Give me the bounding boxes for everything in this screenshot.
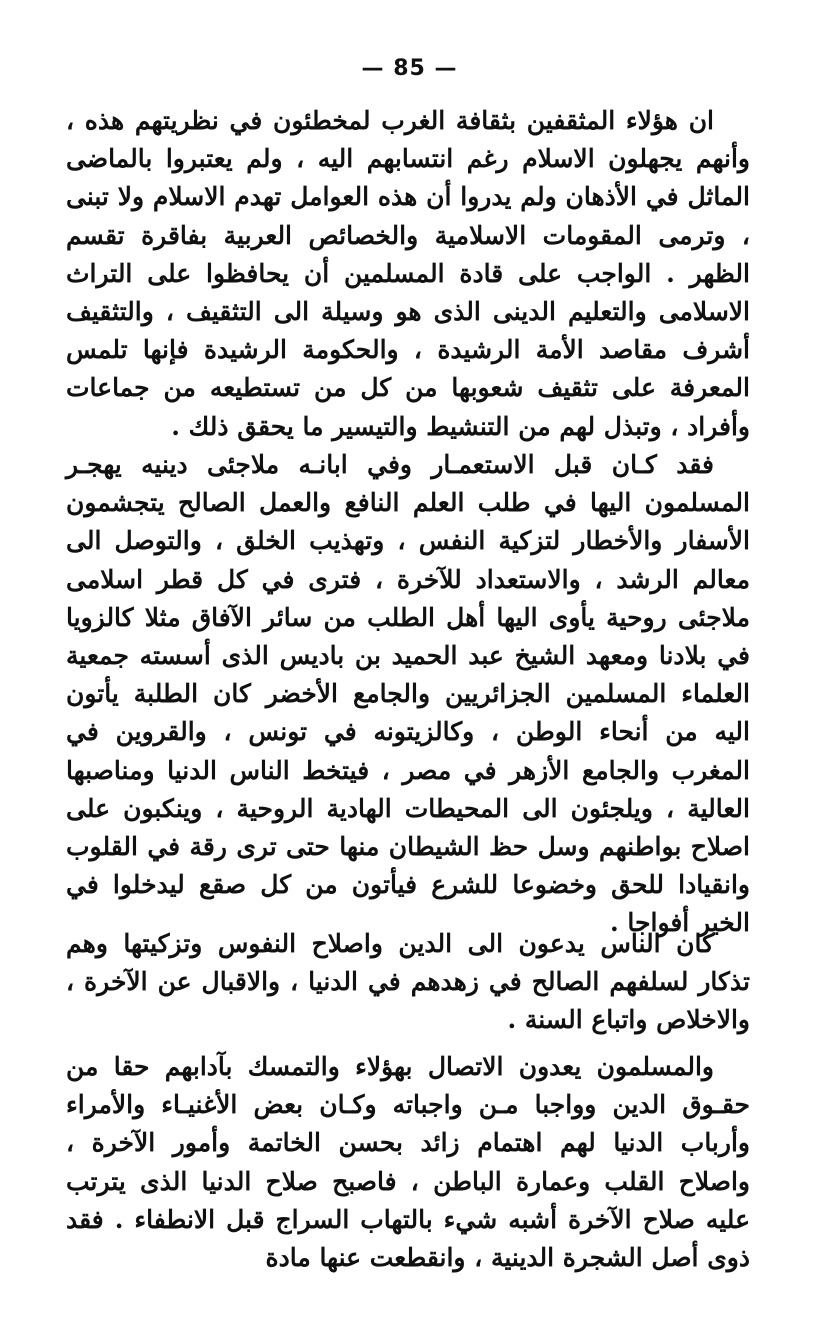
paragraph: والمسلمون يعدون الاتصال بهؤلاء والتمسك بآدابهم حقا من حقـوق الدين وواجبا مـن واجباته وكـان بعض الأغنيـاء والأمراء وأرباب الدنيا لهم اهتمام زائد بحسن الخاتمة وأمور الآخرة ، واصلاح القلب وعمارة الباطن ، فاصبح صلاح الدنيا الذى يترتب عليه صلاح الآخرة أشبه شيء بالتهاب السراج قبل الانطفاء . فقد ذوى أصل الشجرة الدينية ، وانقطعت عنها مادة (66, 1052, 750, 1273)
page-number: — 85 — (361, 56, 458, 81)
paragraph-block-2 (66, 446, 750, 943)
paragraph-block-4 (66, 1048, 750, 1277)
paragraph: ان هؤلاء المثقفين بثقافة الغرب لمخطئون في نظريتهم هذه ، وأنهم يجهلون الاسلام رغم انتسابهم اليه ، ولم يعتبروا بالماضى الماثل في الأذهان ولم يدروا أن هذه العوامل تهدم الاسلام ولا تبنى ، وترمى المقومات الاسلامية والخصائص العربية بفاقرة تقسم الظهر . الواجب على قادة المسلمين أن يحافظوا على التراث الاسلامى والتعليم الدينى الذى هو وسيلة الى التثقيف ، والتثقيف أشرف مقاصد الأمة الرشيدة ، والحكومة الرشيدة فإنها تلمس المعرفة على تثقيف شعوبها من كل من تستطيعه من جماعات وأفراد ، وتبذل لهم من التنشيط والتيسير ما يحقق ذلك . (66, 106, 750, 441)
paragraph: كان الناس يدعون الى الدين واصلاح النفوس وتزكيتها وهم تذكار لسلفهم الصالح في زهدهم في الدنيا ، والاقبال عن الآخرة ، والاخلاص واتباع السنة . (66, 929, 750, 1035)
paragraph: فقد كـان قبل الاستعمـار وفي ابانـه ملاجئى دينيه يهجـر المسلمون اليها في طلب العلم النافع والعمل الصالح يتجشمون الأسفار والأخطار لتزكية النفس ، وتهذيب الخلق ، والتوصل الى معالم الرشد ، والاستعداد للآخرة ، فترى في كل قطر اسلامى ملاجئى روحية يأوى اليها أهل الطلب من سائر الآفاق مثلا كالزويا في بلادنا ومعهد الشيخ عبد الحميد بن باديس الذى أسسته جمعية العلماء المسلمين الجزائريين والجامع الأخضر كان الطلبة يأتون اليه من أنحاء الوطن ، وكالزيتونه في تونس ، والقروين في المغرب والجامع الأزهر في مصر ، فيتخط الناس الدنيا ومناصبها العالية ، ويلجئون الى المحيطات الهادية الروحية ، وينكبون على اصلاح بواطنهم وسل حظ الشيطان منها حتى ترى رقة في القلوب وانقيادا للحق وخضوعا للشرع فيأتون من كل صقع ليدخلوا في الخير أفواجا . (66, 450, 750, 938)
paragraph-block-3 (66, 925, 750, 1040)
paragraph-block-1 (66, 102, 750, 446)
